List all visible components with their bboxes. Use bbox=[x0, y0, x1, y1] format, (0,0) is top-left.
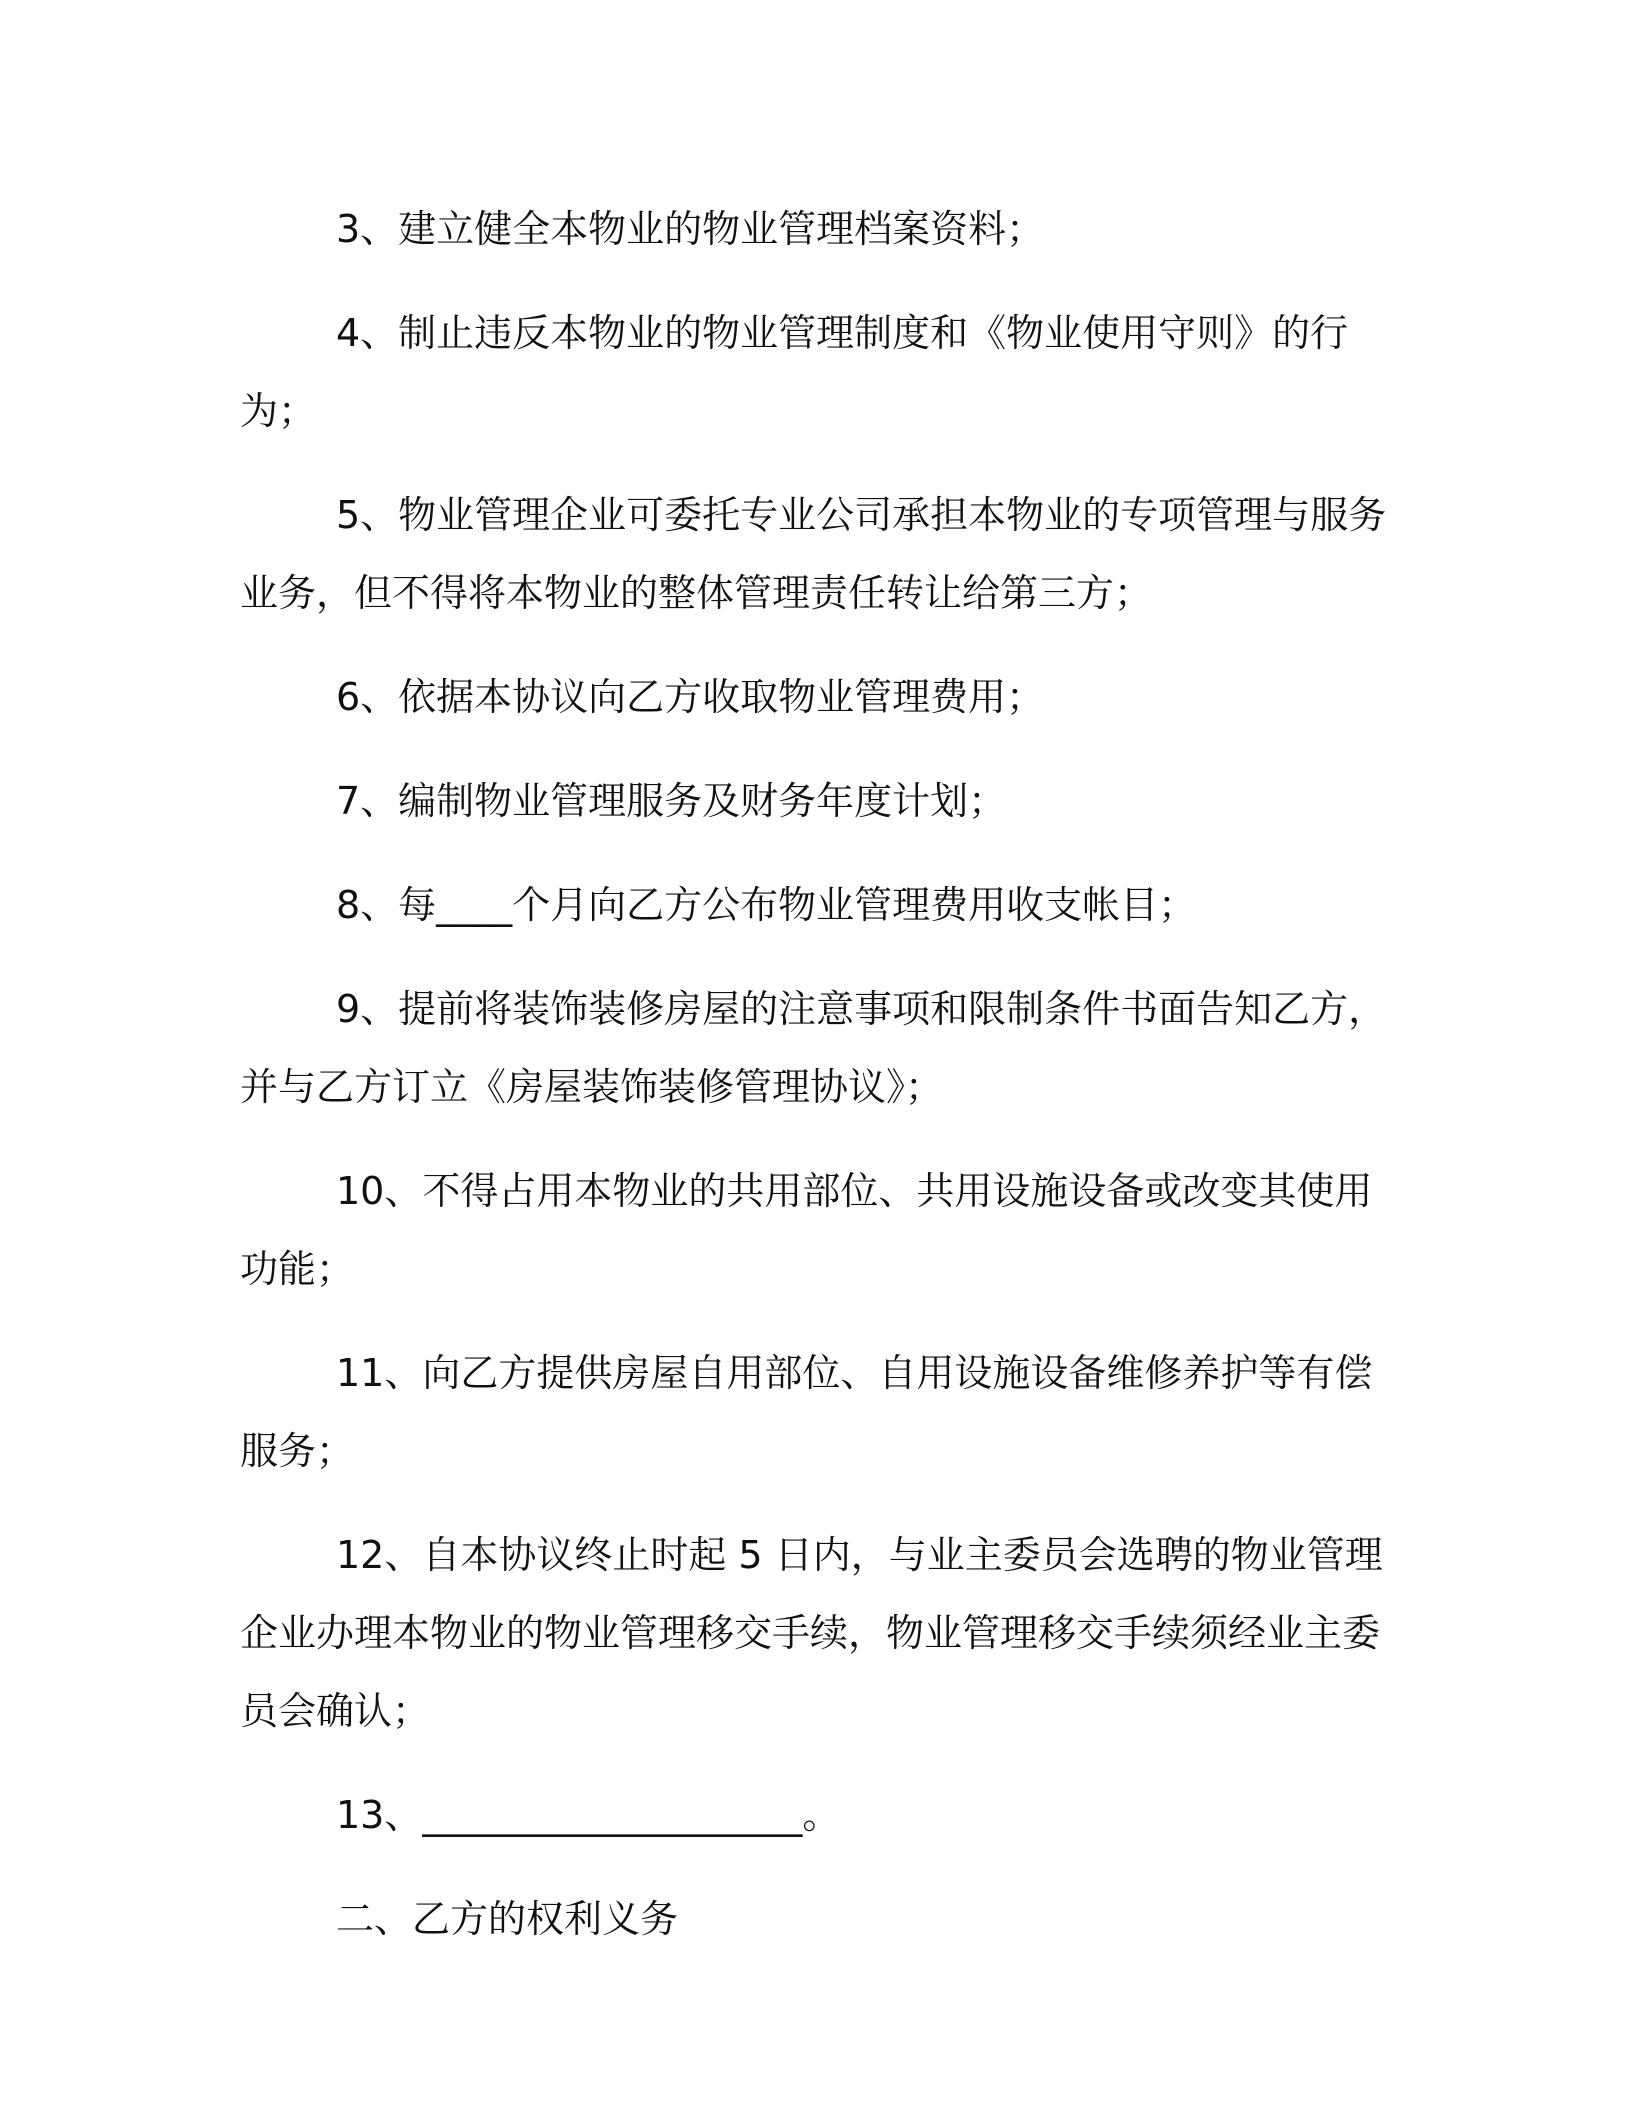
paragraph-item-11: 11、向乙方提供房屋自用部位、自用设施设备维修养护等有偿服务； bbox=[240, 1351, 1373, 1473]
paragraph-item-3: 3、建立健全本物业的物业管理档案资料； bbox=[336, 207, 1045, 251]
paragraph-item-12: 12、自本协议终止时起 5 日内，与业主委员会选聘的物业管理企业办理本物业的物业管理移交手续，物业管理移交手续须经业主委员会确认； bbox=[240, 1533, 1383, 1733]
section-heading-party-b: 二、乙方的权利义务 bbox=[336, 1897, 679, 1941]
paragraph-item-4: 4、制止违反本物业的物业管理制度和《物业使用守则》的行为； bbox=[240, 311, 1349, 433]
paragraph-item-9: 9、提前将装饰装修房屋的注意事项和限制条件书面告知乙方，并与乙方订立《房屋装饰装修管理协议》； bbox=[240, 987, 1387, 1109]
paragraph-item-8: 8、每____个月向乙方公布物业管理费用收支帐目； bbox=[336, 883, 1197, 927]
paragraph-item-10: 10、不得占用本物业的共用部位、共用设施设备或改变其使用功能； bbox=[240, 1169, 1373, 1291]
paragraph-item-13: 13、____________________。 bbox=[336, 1793, 841, 1837]
paragraph-item-7: 7、编制物业管理服务及财务年度计划； bbox=[336, 779, 1007, 823]
paragraph-item-5: 5、物业管理企业可委托专业公司承担本物业的专项管理与服务业务，但不得将本物业的整体管理责任转让给第三方； bbox=[240, 493, 1387, 615]
document-body bbox=[240, 190, 1390, 1984]
paragraph-item-6: 6、依据本协议向乙方收取物业管理费用； bbox=[336, 675, 1045, 719]
